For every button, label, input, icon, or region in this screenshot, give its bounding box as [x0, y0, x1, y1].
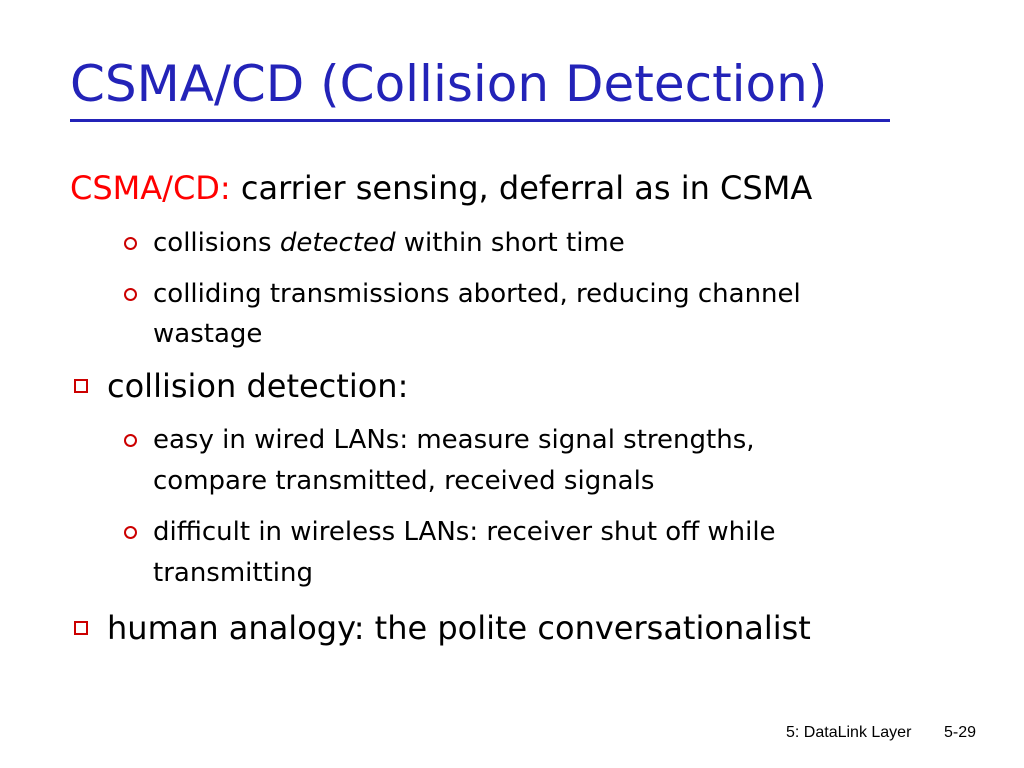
circle-bullet-icon: [124, 288, 137, 301]
sub-bullet-wired-line2: compare transmitted, received signals: [153, 466, 655, 496]
intro-lead: CSMA/CD:: [70, 169, 231, 207]
title-underline: [70, 119, 890, 122]
footer-chapter: 5: DataLink Layer: [786, 724, 912, 741]
square-bullet-icon: [74, 379, 88, 393]
sub1-text-a: collisions: [153, 228, 280, 258]
circle-bullet-icon: [124, 237, 137, 250]
intro-line: [70, 168, 812, 208]
sub-bullet-wired-line1: easy in wired LANs: measure signal strengths,: [153, 425, 755, 455]
sub1-emphasis: detected: [279, 228, 396, 258]
square-bullet-icon: [74, 621, 88, 635]
circle-bullet-icon: [124, 526, 137, 539]
bullet-collision-detection: collision detection:: [107, 367, 409, 405]
sub-bullet-collisions-detected: [153, 226, 625, 260]
circle-bullet-icon: [124, 434, 137, 447]
sub-bullet-wireless-line1: difficult in wireless LANs: receiver shut off while: [153, 517, 776, 547]
sub1-text-b: within short time: [395, 228, 625, 258]
slide-title: CSMA/CD (Collision Detection): [70, 55, 828, 113]
sub-bullet-colliding-line1: colliding transmissions aborted, reducing channel: [153, 279, 801, 309]
intro-text: carrier sensing, deferral as in CSMA: [230, 169, 813, 207]
sub-bullet-wireless-line2: transmitting: [153, 558, 313, 588]
footer-page-number: 5-29: [944, 724, 977, 741]
sub-bullet-colliding-line2: wastage: [153, 319, 263, 349]
bullet-human-analogy: human analogy: the polite conversationalist: [107, 609, 811, 647]
